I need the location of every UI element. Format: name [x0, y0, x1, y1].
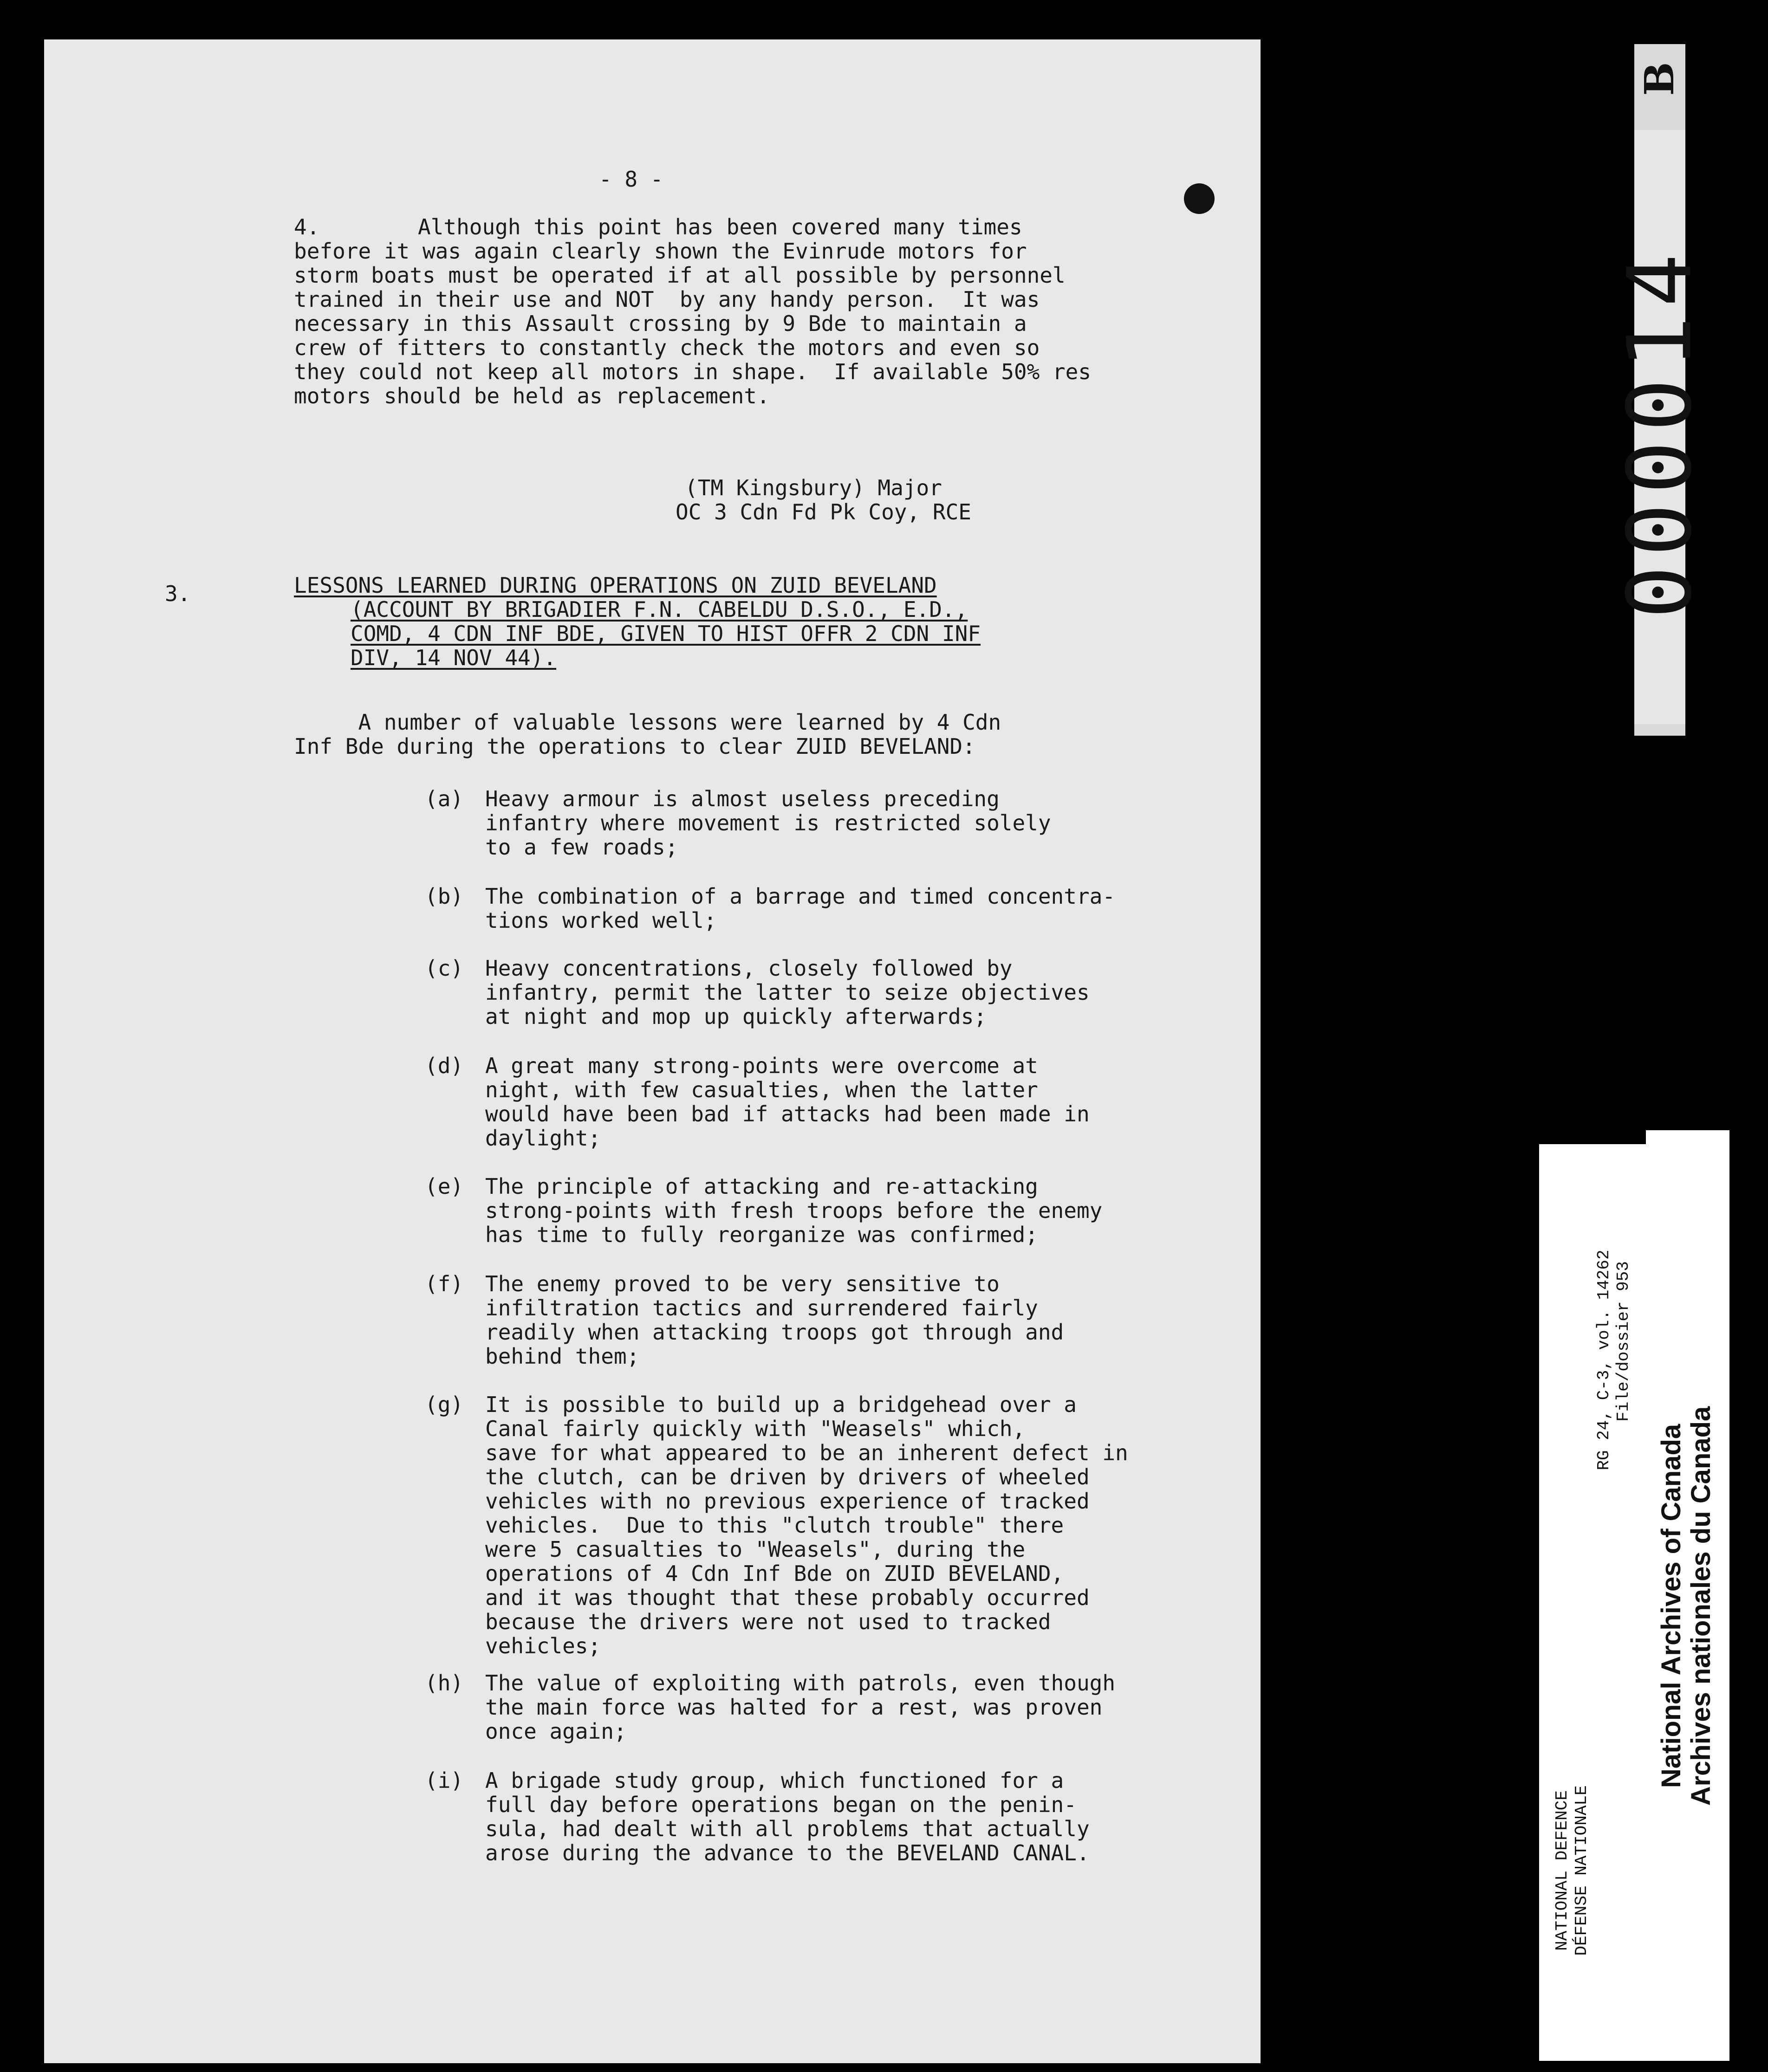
item-4-line: Although this point has been covered many times: [418, 214, 1022, 240]
file-ref: File/dossier 953: [1614, 1261, 1633, 1422]
intro-paragraph: A number of valuable lessons were learned by 4 Cdn Inf Bde during the operations to clear ZUID BEVELAND:: [294, 710, 1001, 759]
lesson-label: (i): [425, 1768, 464, 1793]
item-4-number: 4.: [294, 214, 320, 240]
item-4-line: necessary in this Assault crossing by 9 Bde to maintain a: [294, 311, 1027, 336]
section-heading-line: (ACCOUNT BY BRIGADIER F.N. CABELDU D.S.O., E.D.,: [351, 597, 968, 622]
record-group-ref: RG 24, C-3, vol. 14262: [1594, 1250, 1613, 1470]
section-heading-line: COMD, 4 CDN INF BDE, GIVEN TO HIST OFFR 2 CDN INF: [351, 621, 981, 646]
lesson-text: The combination of a barrage and timed concentra- tions worked well;: [485, 884, 1116, 933]
lesson-label: (e): [425, 1174, 464, 1199]
lesson-text: A brigade study group, which functioned for a full day before operations began on the penin- sula, had dealt with all problems that actually arose during the advance to the BEVELAND CANAL.: [485, 1768, 1090, 1865]
lesson-text: The principle of attacking and re-attacking strong-points with fresh troops before the enemy has time to fully reorganize was confirmed;: [485, 1174, 1103, 1247]
section-heading: LESSONS LEARNED DURING OPERATIONS ON ZUID BEVELAND: [294, 573, 937, 598]
lesson-text: Heavy concentrations, closely followed by infantry, permit the latter to seize objectives at night and mop up quickly afterwards;: [485, 956, 1090, 1029]
lesson-text: Heavy armour is almost useless preceding infantry where movement is restricted solely to a few roads;: [485, 786, 1051, 860]
document-page: [44, 39, 1261, 2063]
lesson-label: (c): [425, 956, 464, 981]
lesson-text: The value of exploiting with patrols, even though the main force was halted for a rest, was proven once again;: [485, 1671, 1116, 1744]
lesson-text: The enemy proved to be very sensitive to infiltration tactics and surrendered fairly readily when attacking troops got through and behind them;: [485, 1271, 1064, 1369]
item-4-line: crew of fitters to constantly check the motors and even so: [294, 335, 1040, 360]
item-4-line: before it was again clearly shown the Evinrude motors for: [294, 239, 1027, 264]
dept-name-en: NATIONAL DEFENCE: [1553, 1790, 1572, 1951]
signature-name: (TM Kingsbury) Major: [685, 475, 942, 500]
punch-hole: [1184, 183, 1215, 214]
institution-name-en: National Archives of Canada: [1656, 1424, 1686, 1788]
page-number: - 8 -: [599, 167, 663, 192]
lesson-label: (f): [425, 1271, 464, 1296]
lesson-label: (a): [425, 786, 464, 811]
item-4-line: motors should be held as replacement.: [294, 383, 770, 408]
archive-letter: B: [1636, 62, 1683, 96]
item-4-line: they could not keep all motors in shape. If available 50% res: [294, 359, 1092, 384]
lesson-label: (d): [425, 1053, 464, 1078]
lesson-text: It is possible to build up a bridgehead over a Canal fairly quickly with "Weasels" which, save for what appeared to be an inherent defect in the clutch, can be driven by drivers of wheeled vehicles with no previous experience of tracked vehicles. Due to this "clutch trouble" there were 5 casualties to "Weasels", during the operations of 4 Cdn Inf Bde on ZUID BEVELAND, and it was thought that these probably occurred because the drivers were not used to tracked vehicles;: [485, 1392, 1128, 1658]
item-4-line: trained in their use and NOT by any handy person. It was: [294, 287, 1040, 312]
section-heading-line: DIV, 14 NOV 44).: [351, 645, 557, 670]
dept-name-fr: DÉFENSE NATIONALE: [1572, 1785, 1591, 1956]
lesson-label: (h): [425, 1671, 464, 1696]
lesson-label: (b): [425, 884, 464, 909]
lesson-text: A great many strong-points were overcome at night, with few casualties, when the latter would have been bad if attacks had been made in daylight;: [485, 1053, 1090, 1151]
signature-unit: OC 3 Cdn Fd Pk Coy, RCE: [676, 499, 971, 524]
archive-frame-number: 000014: [1608, 244, 1711, 619]
section-number: 3.: [165, 581, 191, 606]
lesson-label: (g): [425, 1392, 464, 1417]
institution-name-fr: Archives nationales du Canada: [1686, 1406, 1716, 1806]
item-4-line: storm boats must be operated if at all possible by personnel: [294, 263, 1066, 288]
